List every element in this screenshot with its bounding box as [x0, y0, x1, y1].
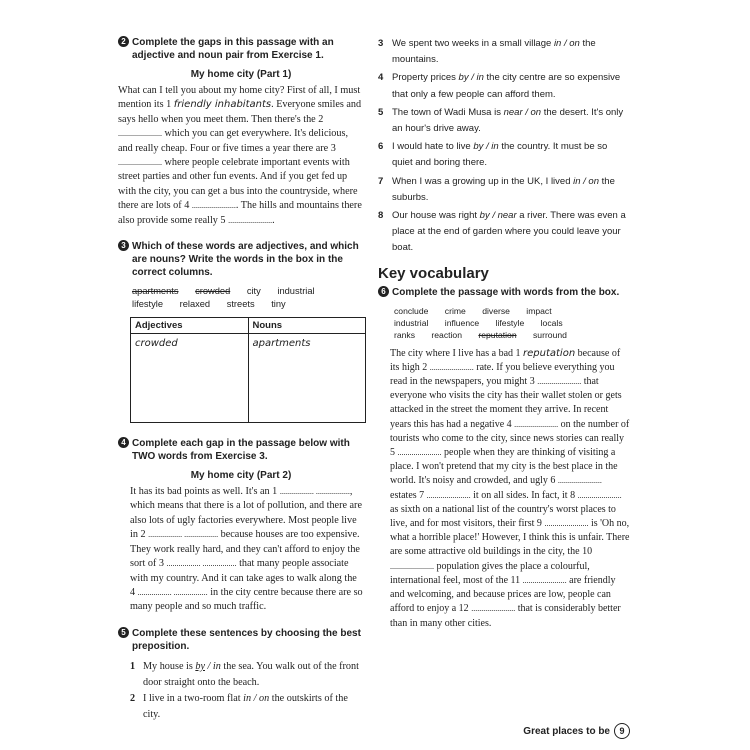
exercise-4-heading [118, 437, 364, 463]
sentence-text: The town of Wadi Musa is [392, 106, 504, 118]
sentence-6 [378, 139, 630, 171]
passage-part2 [130, 485, 364, 615]
passage-text: estates 7 [390, 489, 427, 501]
passage-title-part1: My home city (Part 1) [190, 69, 292, 80]
sentence-text: We spent two weeks in a small village [392, 38, 554, 49]
preposition-choices[interactable]: in / on [243, 693, 270, 705]
passage-text: in the city centre because there are so many people and so much traffic. [130, 586, 363, 613]
sentence-text: Our house was right [392, 210, 480, 222]
page-number: 9 [614, 723, 630, 739]
sentence-text: the sea. You walk out of the front door straight onto the beach. [143, 660, 359, 688]
gap-blank[interactable]: ...................... [397, 448, 442, 458]
gap-blank[interactable]: ................. ................. [166, 559, 237, 569]
sentence-number: 8 [378, 210, 384, 222]
gap-blank[interactable]: ...................... [228, 215, 273, 225]
word-item: ranks [394, 329, 416, 340]
sentence-7 [378, 174, 630, 206]
sentence-text: I would hate to live [392, 141, 474, 153]
sentence-3 [378, 36, 630, 68]
sentence-text: the country. It must be so quiet and boring there. [392, 141, 608, 169]
word-item: industrial [277, 286, 315, 297]
sentence-2 [130, 691, 364, 723]
sentence-text: a river. There was even a place at the end of garden where you could leave your boat. [392, 210, 626, 254]
passage-text: people when they are thinking of visiting a place. I won't pretend that my city is the best place in the world. It's noisy and crowded, and ugly 6 [390, 447, 618, 487]
sentence-number: 3 [378, 38, 384, 49]
separator: / [204, 660, 213, 672]
vocab-table [130, 317, 366, 423]
word-item: crowded [195, 286, 231, 297]
preposition-choices[interactable]: in / on [573, 175, 600, 187]
page-footer [523, 723, 630, 739]
preposition-choices[interactable]: near / on [503, 106, 542, 118]
gap-blank[interactable]: ...................... [429, 362, 474, 372]
sentence-text: the mountains. [392, 38, 596, 66]
sentence-5 [378, 105, 630, 137]
sentence-8 [378, 208, 630, 257]
preposition-choices[interactable]: in / on [553, 38, 580, 49]
word-item: streets [226, 299, 255, 310]
passage-text: on the number of tourists who come to the city, since news stories can really 5 [390, 418, 630, 459]
handwritten-answer: apartments [252, 338, 311, 350]
exercise-4-instruction: Complete each gap in the passage below with TWO words from Exercise 3. [132, 438, 350, 463]
preposition-choices[interactable]: by / near [479, 210, 517, 222]
gap-blank[interactable]: ...................... [577, 490, 622, 500]
sentence-text: the city centre are so expensive that only a few people can afford them. [392, 72, 621, 100]
word-box [132, 285, 364, 311]
word-item: reaction [431, 329, 462, 340]
gap-blank[interactable]: ...................... [471, 604, 516, 614]
gap-blank[interactable]: ................. ................. [279, 487, 350, 497]
passage-text: . The hills and mountains there also provide some really 5 [118, 200, 362, 226]
sentence-text: I live in a two-room flat [143, 693, 244, 705]
exercise-6-heading [378, 286, 630, 299]
passage-text: because of its high 2 [390, 347, 621, 373]
exercise-6-instruction: Complete the passage with words from the box. [392, 286, 620, 298]
sentence-number: 2 [130, 693, 136, 705]
word-item: impact [526, 305, 552, 316]
word-item: tiny [271, 299, 286, 310]
word-item: reputation [478, 329, 517, 340]
sentence-1 [130, 659, 364, 691]
adjectives-cell[interactable] [131, 334, 249, 423]
word-item: diverse [482, 305, 510, 316]
preposition-choices[interactable]: by / in [458, 72, 484, 84]
sentence-text: the outskirts of the city. [143, 693, 348, 721]
passage-text: are friendly and welcoming, and because prices are low, people can afford to enjoy a 12 [390, 574, 616, 615]
gap-blank[interactable]: ................. ................. [137, 587, 208, 597]
passage-text: that everyone who visits the city has their wallet stolen or gets attacked in the street the moment they arrive. In recent years this has had a negative 4 [390, 376, 622, 430]
footer-label: Great places to be [523, 725, 610, 737]
passage-text: that is considerably better than in many other cities. [390, 603, 621, 629]
sentence-text: My house is [143, 660, 196, 672]
preposition-choice-selected[interactable]: by [195, 660, 205, 672]
gap-blank[interactable]: ...................... [522, 575, 567, 585]
word-item: locals [540, 317, 563, 328]
key-vocabulary-passage [390, 347, 630, 631]
handwritten-answer: reputation [523, 347, 576, 359]
word-item: conclude [394, 305, 429, 316]
word-item: lifestyle [132, 299, 164, 310]
passage-part1 [118, 84, 364, 228]
preposition-choice[interactable]: in [212, 660, 221, 672]
sentence-text: Property prices [392, 72, 459, 84]
sentence-number: 4 [378, 72, 384, 84]
passage-text: because houses are too expensive. They work really hard, and they can't afford to enjoy the sort of 3 [130, 529, 360, 570]
sentence-number: 7 [378, 175, 384, 187]
passage-text: rate. If you believe everything you read in the newspapers, you might 3 [390, 361, 615, 388]
gap-blank[interactable]: ...................... [118, 158, 162, 168]
sentence-number: 1 [130, 660, 136, 672]
sentence-number: 6 [378, 141, 384, 153]
gap-blank[interactable]: ...................... [191, 201, 236, 211]
exercise-number-badge: 3 [118, 240, 129, 251]
exercise-3-instruction: Which of these words are adjectives, and which are nouns? Write the words in the box in the correct columns. [132, 241, 359, 279]
nouns-cell[interactable] [248, 334, 366, 423]
word-box [394, 305, 630, 341]
passage-text: it on all sides. In fact, it 8 [470, 489, 578, 501]
passage-text: The city where I live has a bad 1 [390, 347, 524, 359]
passage-text: that many people associate with my country. And it can take ages to walk along the 4 [130, 558, 357, 598]
sentence-text: When I was a growing up in the UK, I lived [392, 175, 574, 187]
column-header-nouns: Nouns [248, 318, 366, 334]
preposition-choices[interactable]: by / in [473, 141, 499, 153]
word-item: influence [444, 317, 480, 328]
sentence-text: the suburbs. [392, 175, 615, 203]
passage-text: population gives the place a colourful, international feel, most of the 11 [390, 560, 590, 586]
passage-title-part2: My home city (Part 2) [190, 470, 292, 482]
exercise-number-badge: 5 [118, 627, 129, 638]
gap-blank[interactable]: ...................... [118, 129, 162, 139]
sentence-text: the desert. It's only an hour's drive away. [392, 106, 624, 135]
passage-text: . [272, 214, 275, 226]
exercise-2-heading [118, 36, 364, 62]
passage-text: It has its bad points as well. It's an 1 [130, 486, 280, 498]
passage-text: What can I tell you about my home city? First of all, I must mention its 1 [118, 85, 361, 111]
passage-text: as sixth on a national list of the country's worst places to live, and for most visitors, their first 9 [390, 503, 616, 530]
gap-blank[interactable]: ...................... [390, 561, 434, 571]
word-item: industrial [394, 317, 429, 328]
exercise-2-instruction: Complete the gaps in this passage with an adjective and noun pair from Exercise 1. [132, 37, 334, 61]
gap-blank[interactable]: ...................... [537, 377, 582, 387]
passage-text: . Everyone smiles and says hello when you meet them. Then there's the 2 [118, 99, 362, 125]
passage-text: where people celebrate important events with street parties and other fun events. And if you get fed up with the city, you can get a bus into the countryside, where there are lots of 4 [118, 157, 358, 212]
sentence-4 [378, 70, 630, 102]
gap-blank[interactable]: ................. ................. [148, 530, 219, 540]
word-item: city [246, 286, 261, 297]
word-item: crime [444, 305, 466, 316]
word-item: lifestyle [495, 317, 525, 328]
passage-text: is 'Oh no, what a horrible place!' However, I think this is unfair. There are some attractive old buildings in the city, the 10 [390, 518, 630, 558]
gap-blank[interactable]: ...................... [557, 476, 602, 486]
passage-text: which you can get everywhere. It's delicious, and really cheap. Four or five times a year there are 3 [118, 128, 348, 154]
exercise-5-instruction: Complete these sentences by choosing the best preposition. [132, 627, 361, 652]
gap-blank[interactable]: ...................... [514, 419, 559, 429]
word-item: relaxed [179, 299, 211, 310]
exercise-3-heading [118, 240, 364, 279]
right-column [378, 36, 630, 631]
key-vocabulary-heading: Key vocabulary [378, 264, 489, 282]
handwritten-answer: friendly inhabitants [173, 99, 272, 111]
exercise-number-badge: 4 [118, 437, 129, 448]
handwritten-answer: crowded [135, 338, 178, 350]
gap-blank[interactable]: ...................... [544, 519, 589, 529]
exercise-5-heading [118, 627, 364, 653]
word-item: surround [533, 329, 567, 340]
exercise-number-badge: 6 [378, 286, 389, 297]
gap-blank[interactable]: ...................... [426, 490, 471, 500]
sentence-number: 5 [378, 106, 384, 118]
column-header-adjectives: Adjectives [131, 318, 249, 334]
exercise-number-badge: 2 [118, 36, 129, 47]
left-column [118, 36, 364, 724]
word-item: apartments [132, 286, 179, 297]
passage-text: , which means that there is a lot of pollution, and there are also lots of ugly factories everywhere. Most people live in 2 [130, 486, 362, 541]
